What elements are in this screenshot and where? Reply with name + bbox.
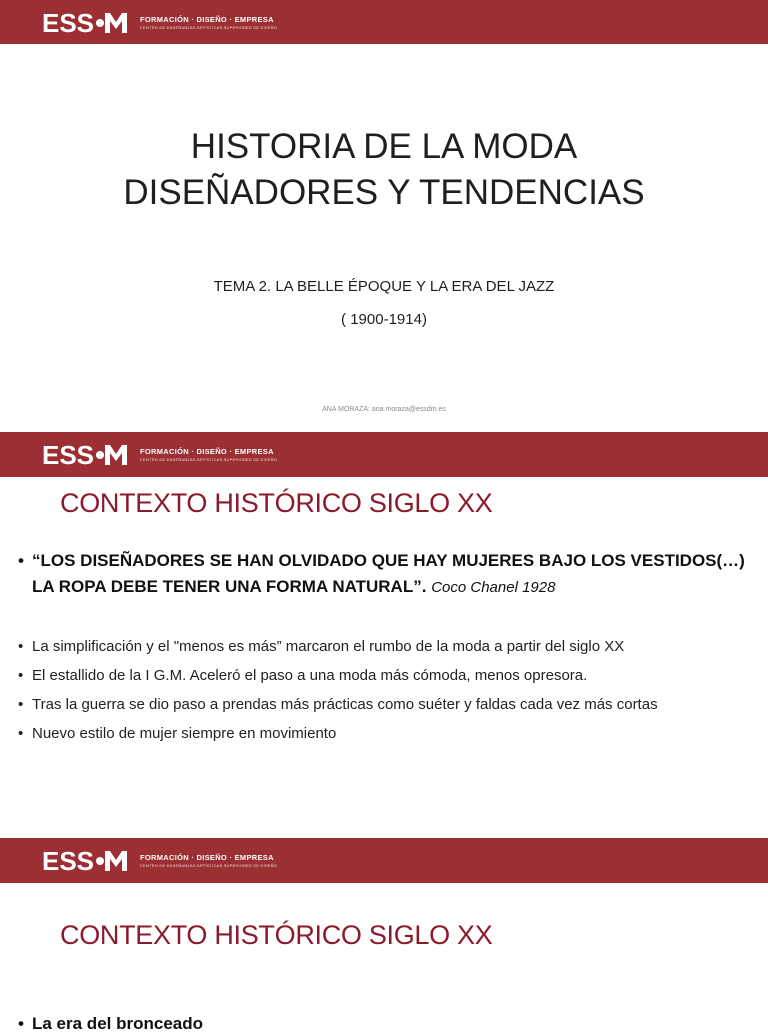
header-band <box>0 0 768 44</box>
subtitle-line1: TEMA 2. LA BELLE ÉPOQUE Y LA ERA DEL JAZZ <box>213 278 555 295</box>
bullet-list <box>18 1014 758 1034</box>
presentation-title-line1: HISTORIA DE LA MODA <box>190 127 578 166</box>
essdm-logo <box>42 440 277 470</box>
logo-subtagline: CENTRO DE ENSEÑANZAS ARTÍSTICAS SUPERIORES DE DISEÑO <box>140 457 278 463</box>
essdm-logo-icon <box>42 847 132 875</box>
logo-subtagline: CENTRO DE ENSEÑANZAS ARTÍSTICAS SUPERIORES DE DISEÑO <box>140 25 278 31</box>
logo-tagline: FORMACIÓN · DISEÑO · EMPRESA <box>140 446 274 456</box>
quote-text: “LOS DISEÑADORES SE HAN OLVIDADO QUE HAY MUJERES BAJO LOS VESTIDOS(…) LA ROPA DEBE TENER UNA FORMA NATURAL”. <box>32 551 745 596</box>
essdm-logo <box>42 8 277 38</box>
list-item: • Tras la guerra se dio paso a prendas más prácticas como suéter y faldas cada vez más cortas <box>18 690 758 719</box>
logo-tagline: FORMACIÓN · DISEÑO · EMPRESA <box>140 852 274 862</box>
list-item: • La simplificación y el "menos es más” marcaron el rumbo de la moda a partir del siglo XX <box>18 632 758 661</box>
header-band <box>0 838 768 883</box>
subtitle-line2: ( 1900-1914) <box>341 311 427 328</box>
logo-tagline-block <box>140 16 277 31</box>
presentation-title-line2: DISEÑADORES Y TENDENCIAS <box>123 173 645 212</box>
list-item: • Nuevo estilo de mujer siempre en movimiento <box>18 719 758 748</box>
logo-tagline-block <box>140 448 277 463</box>
slide-context <box>0 432 768 838</box>
list-item: • La era del bronceado <box>18 1014 758 1034</box>
quote-author: Coco Chanel 1928 <box>431 579 556 596</box>
bullet-list <box>18 632 758 748</box>
svg-text:ESS: ESS <box>42 846 95 876</box>
svg-text:ESS: ESS <box>42 440 95 470</box>
essdm-logo-icon <box>42 441 132 469</box>
quote-item <box>18 548 758 601</box>
header-band <box>0 432 768 477</box>
logo-tagline-block <box>140 854 277 869</box>
logo-subtagline: CENTRO DE ENSEÑANZAS ARTÍSTICAS SUPERIORES DE DISEÑO <box>140 863 278 869</box>
author-footer: ANA MORAZA: ana.moraza@essdm.es <box>322 406 446 413</box>
logo-tagline: FORMACIÓN · DISEÑO · EMPRESA <box>140 14 274 24</box>
svg-text:ESS: ESS <box>42 8 95 38</box>
quote-list <box>18 548 758 601</box>
essdm-logo <box>42 846 277 876</box>
slide-heading: CONTEXTO HISTÓRICO SIGLO XX <box>60 920 493 950</box>
essdm-logo-icon <box>42 9 132 37</box>
list-item: • El estallido de la I G.M. Aceleró el paso a una moda más cómoda, menos opresora. <box>18 661 758 690</box>
slide-title <box>0 0 768 432</box>
slide-context-continued <box>0 838 768 1033</box>
slide-heading: CONTEXTO HISTÓRICO SIGLO XX <box>60 488 493 518</box>
